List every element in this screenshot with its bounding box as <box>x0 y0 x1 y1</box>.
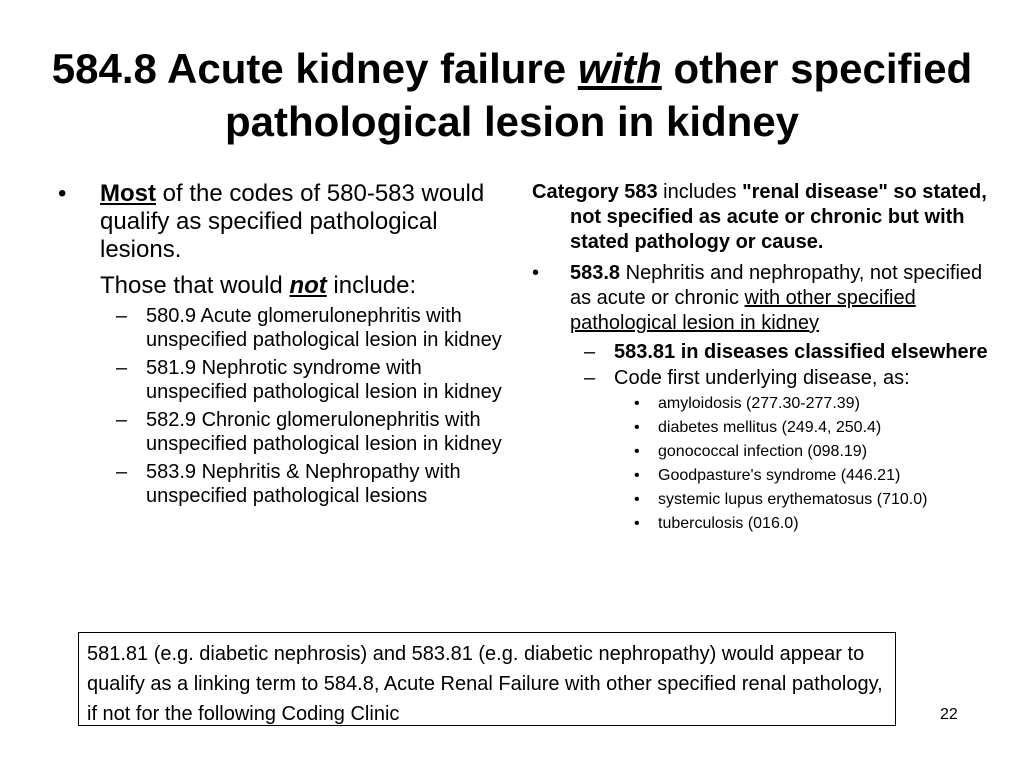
list-item <box>634 490 1002 509</box>
disease-text: tuberculosis (016.0) <box>658 515 799 532</box>
dash-icon: – <box>584 341 596 363</box>
list-item-text: 583.9 Nephritis & Nephropathy with unspecified pathological lesions <box>146 461 461 507</box>
those-prefix: Those that would <box>100 272 290 299</box>
list-item <box>584 366 1002 533</box>
bullet-icon: • <box>634 467 640 484</box>
code-583-8-sublist <box>532 340 1002 533</box>
slide-title <box>40 42 984 148</box>
list-item <box>116 304 518 352</box>
right-column <box>532 180 1002 538</box>
most-label: Most <box>100 180 156 207</box>
list-item <box>634 514 1002 533</box>
title-emphasis: with <box>577 45 662 92</box>
dash-icon: – <box>116 305 128 327</box>
dash-icon: – <box>116 461 128 483</box>
intro-text: of the codes of 580-583 would qualify as specified pathological lesions. <box>100 180 485 263</box>
disease-text: Goodpasture's syndrome (446.21) <box>658 467 901 484</box>
disease-text: systemic lupus erythematosus (710.0) <box>658 491 928 508</box>
category-middle: includes <box>657 181 743 203</box>
bullet-icon: • <box>634 443 640 460</box>
list-item <box>634 442 1002 461</box>
disease-text: diabetes mellitus (249.4, 250.4) <box>658 419 882 436</box>
disease-text: gonococcal infection (098.19) <box>658 443 868 460</box>
list-item <box>634 466 1002 485</box>
sub-item-583-81: 583.81 in diseases classified elsewhere <box>614 341 988 363</box>
bullet-icon: • <box>634 515 640 532</box>
disease-text: amyloidosis (277.30-277.39) <box>658 395 860 412</box>
code-underlined-text: with other specified pathological lesion in kidney <box>570 287 916 334</box>
bullet-icon: • <box>634 395 640 412</box>
category-paragraph <box>532 180 1002 255</box>
those-text <box>100 272 518 300</box>
note-box <box>78 632 896 726</box>
dash-icon: – <box>584 367 596 389</box>
left-bullet <box>58 180 518 300</box>
excluded-codes-list <box>58 304 518 508</box>
those-suffix: include: <box>326 272 417 299</box>
list-item-text: 582.9 Chronic glomerulonephritis with unspecified pathological lesion in kidney <box>146 409 502 455</box>
underlying-disease-list <box>614 394 1002 533</box>
list-item <box>116 408 518 456</box>
dash-icon: – <box>116 357 128 379</box>
dash-icon: – <box>116 409 128 431</box>
category-bold-text: "renal disease" so stated, not specified as acute or chronic but with stated pathology or cause. <box>570 181 987 253</box>
slide-number: 22 <box>940 706 958 723</box>
title-part-2: other specified pathological lesion in kidney <box>224 45 973 145</box>
code-text: Nephritis and nephropathy, not specified as acute or chronic <box>570 262 983 309</box>
bullet-icon: • <box>634 419 640 436</box>
sub-item-code-first: Code first underlying disease, as: <box>614 367 910 389</box>
code-label: 583.8 <box>570 262 621 284</box>
list-item <box>634 394 1002 413</box>
left-column <box>58 180 518 512</box>
bullet-icon: • <box>532 262 540 284</box>
note-text: 581.81 (e.g. diabetic nephrosis) and 583.81 (e.g. diabetic nephropathy) would appear to qualify as a linking term to 584.8, Acute Renal Failure with other specified renal pathology, if not for the following Coding Clinic <box>87 643 883 725</box>
list-item <box>116 460 518 508</box>
code-583-8-bullet <box>532 261 1002 336</box>
list-item <box>116 356 518 404</box>
list-item-text: 580.9 Acute glomerulonephritis with unspecified pathological lesion in kidney <box>146 305 502 351</box>
category-label: Category 583 <box>532 181 658 203</box>
bullet-icon: • <box>634 491 640 508</box>
list-item <box>634 418 1002 437</box>
left-intro <box>100 180 518 264</box>
list-item <box>584 340 1002 364</box>
bullet-icon: • <box>58 180 67 207</box>
title-part-1: 584.8 Acute kidney failure <box>51 45 578 92</box>
list-item-text: 581.9 Nephrotic syndrome with unspecified pathological lesion in kidney <box>146 357 502 403</box>
not-label: not <box>289 272 327 299</box>
